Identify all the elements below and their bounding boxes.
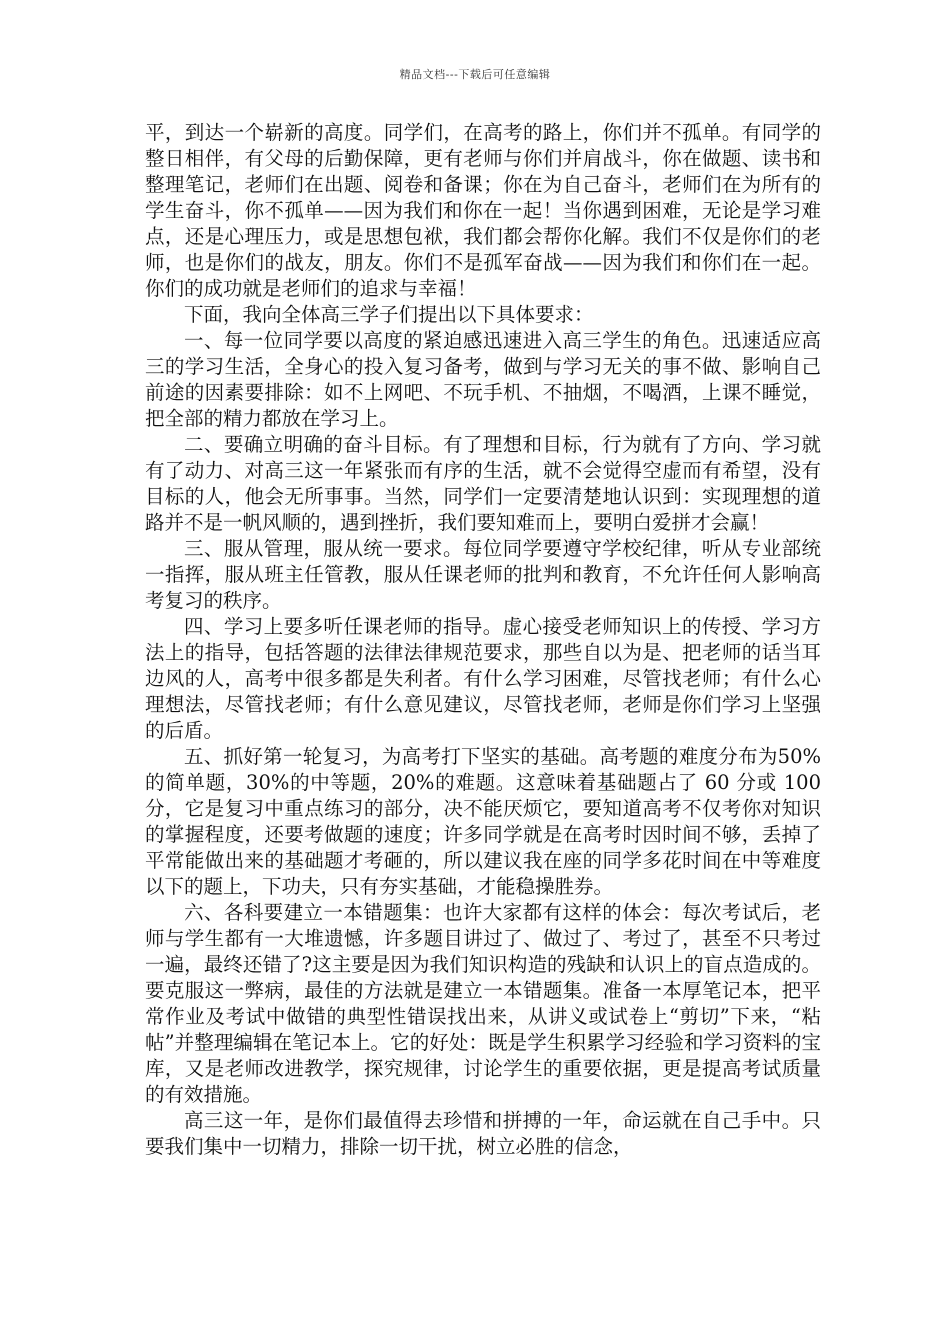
paragraph: 二、要确立明确的奋斗目标。有了理想和目标，行为就有了方向、学习就有了动力、对高三这一年紧张而有序的生活，就不会觉得空虚而有希望，没有目标的人，他会无所事事。当然，同学们一定要清楚地认识到：实现理想的道路并不是一帆风顺的，遇到挫折，我们要知难而上，要明白爱拼才会赢！ [145,433,821,534]
paragraph: 一、每一位同学要以高度的紧迫感迅速进入高三学生的角色。迅速适应高三的学习生活，全身心的投入复习备考，做到与学习无关的事不做、影响自己前途的因素要排除：如不上网吧、不玩手机、不抽烟，不喝酒，上课不睡觉，把全部的精力都放在学习上。 [145,329,821,430]
paragraph: 五、抓好第一轮复习，为高考打下坚实的基础。高考题的难度分布为50%的简单题，30%的中等题，20%的难题。这意味着基础题占了 60 分或 100 分，它是复习中重点练习的部分，决不能厌烦它，要知道高考不仅考你对知识的掌握程度，还要考做题的速度；许多同学就是在高考时因时间不够，丢掉了平常能做出来的基础题才考砸的，所以建议我在座的同学多花时间在中等难度以下的题上，下功夫，只有夯实基础，才能稳操胜券。 [145,745,821,898]
paragraph: 四、学习上要多听任课老师的指导。虚心接受老师知识上的传授、学习方法上的指导，包括答题的法律法律规范要求，那些自以为是、把老师的话当耳边风的人，高考中很多都是失利者。有什么学习困难，尽管找老师；有什么心理想法，尽管找老师；有什么意见建议，尽管找老师，老师是你们学习上坚强的后盾。 [145,615,821,742]
page-header: 精品文档---下载后可任意编辑 [399,68,551,81]
paragraph: 六、各科要建立一本错题集：也许大家都有这样的体会：每次考试后，老师与学生都有一大堆遗憾，许多题目讲过了、做过了、考过了，甚至不只考过一遍，最终还错了?这主要是因为我们知识构造的残缺和认识上的盲点造成的。要克服这一弊病，最佳的方法就是建立一本错题集。准备一本厚笔记本，把平常作业及考试中做错的典型性错误找出来，从讲义或试卷上“剪切”下来，“粘帖”并整理编辑在笔记本上。它的好处：既是学生积累学习经验和学习资料的宝库，又是老师改进教学，探究规律，讨论学生的重要依据，更是提高考试质量的有效措施。 [145,901,821,1106]
paragraph: 三、服从管理，服从统一要求。每位同学要遵守学校纪律，听从专业部统一指挥，服从班主任管教，服从任课老师的批判和教育，不允许任何人影响高考复习的秩序。 [145,537,821,612]
paragraph: 平，到达一个崭新的高度。同学们，在高考的路上，你们并不孤单。有同学的整日相伴，有父母的后勤保障，更有老师与你们并肩战斗，你在做题、读书和整理笔记，老师们在出题、阅卷和备课；你在为自己奋斗，老师们在为所有的学生奋斗，你不孤单——因为我们和你在一起！当你遇到困难，无论是学习难点，还是心理压力，或是思想包袱，我们都会帮你化解。我们不仅是你们的老师，也是你们的战友，朋友。你们不是孤军奋战——因为我们和你们在一起。你们的成功就是老师们的追求与幸福！ [145,121,821,300]
paragraph: 下面，我向全体高三学子们提出以下具体要求： [184,303,594,326]
paragraph: 高三这一年，是你们最值得去珍惜和拼搏的一年，命运就在自己手中。只要我们集中一切精力，排除一切干扰，树立必胜的信念， [145,1109,821,1158]
document-body [145,120,821,1160]
